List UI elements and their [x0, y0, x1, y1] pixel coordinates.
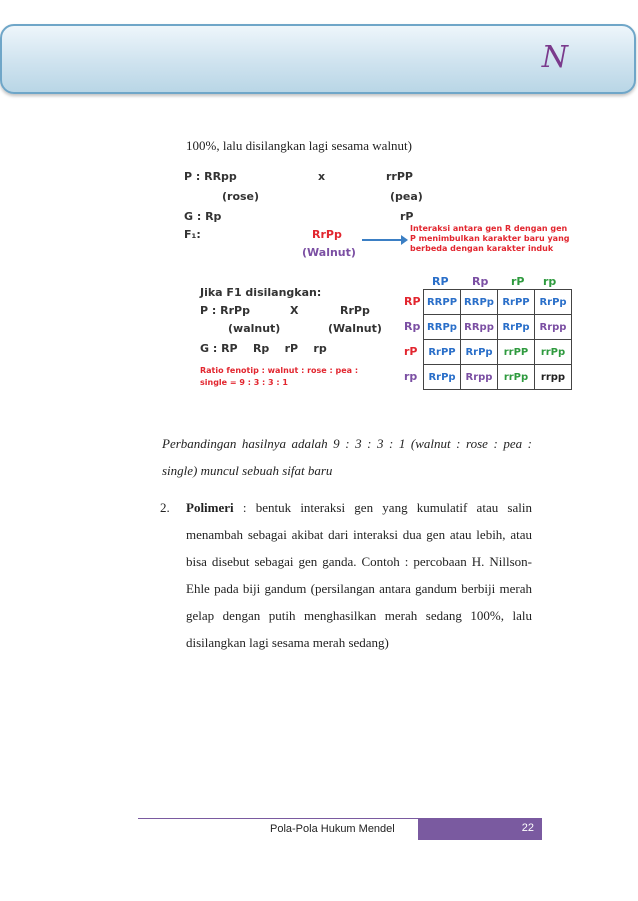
punnett-cell: Rrpp	[535, 315, 572, 340]
cross-symbol: x	[318, 170, 326, 183]
list-item-polimeri	[160, 494, 532, 656]
punnett-cell: RRPp	[424, 315, 461, 340]
arrow-icon	[362, 239, 402, 241]
punnett-cell: rrPp	[535, 340, 572, 365]
ratio-line-2: single = 9 : 3 : 3 : 1	[200, 378, 288, 387]
f1-gametes: G : RP Rp rP rp	[200, 342, 327, 355]
list-number: 2.	[160, 500, 170, 515]
f1-phenotype: (Walnut)	[302, 246, 356, 259]
punnett-cell: RRPP	[424, 290, 461, 315]
parent-left: P : RRpp	[184, 170, 237, 183]
definition-text: : bentuk interaksi gen yang kumulatif atau salin menambah sebagai akibat dari interaksi dua gen atau lebih, atau bisa disebut sebagai gen ganda. Contoh : percobaan H. Nillson-Ehle pada biji gandum (persilangan antara gandum berbiji merah gelap dengan putih menghasilkan merah sedang 100%, lalu disilangkan lagi sesama merah sedang)	[186, 500, 532, 650]
f1-genotype: RrPp	[312, 228, 342, 241]
row-head: rp	[404, 370, 418, 383]
chapter-glyph: N	[541, 40, 568, 75]
ratio-paragraph: Perbandingan hasilnya adalah 9 : 3 : 3 : 1 (walnut : rose : pea : single) muncul sebuah sifat baru	[162, 436, 532, 478]
footer-title: Pola-Pola Hukum Mendel	[270, 823, 395, 835]
f1-cross-symbol: X	[290, 304, 299, 317]
punnett-cell: Rrpp	[461, 365, 498, 390]
punnett-cell: RrPp	[461, 340, 498, 365]
punnett-cell: rrpp	[535, 365, 572, 390]
interaction-note: Interaksi antara gen R dengan gen P menimbulkan karakter baru yang berbeda dengan karakter induk	[410, 224, 570, 253]
punnett-square	[423, 289, 572, 390]
intro-line: 100%, lalu disilangkan lagi sesama walnut)	[186, 138, 413, 153]
punnett-cell: RrPp	[498, 315, 535, 340]
punnett-cell: rrPP	[498, 340, 535, 365]
f1-cross-title: Jika F1 disilangkan:	[200, 286, 322, 299]
f1-walnut-right: (Walnut)	[328, 322, 382, 335]
phenotype-rose: (rose)	[222, 190, 260, 203]
ratio-line-1: Ratio fenotip : walnut : rose : pea :	[200, 366, 359, 375]
col-head: rp	[543, 275, 557, 288]
punnett-cell: rrPp	[498, 365, 535, 390]
col-head: rP	[511, 275, 525, 288]
f1-label: F₁:	[184, 228, 201, 241]
cross-diagram	[178, 162, 578, 402]
f1-parent-left: P : RrPp	[200, 304, 250, 317]
punnett-cell: RrPp	[424, 365, 461, 390]
f1-walnut-left: (walnut)	[228, 322, 281, 335]
header-band	[0, 24, 636, 94]
f1-parent-right: RrPp	[340, 304, 370, 317]
parent-right: rrPP	[386, 170, 413, 183]
punnett-cell: RRpp	[461, 315, 498, 340]
phenotype-pea: (pea)	[390, 190, 423, 203]
page-number: 22	[521, 822, 534, 834]
page-number-box	[418, 819, 542, 840]
gamete-left: G : Rp	[184, 210, 222, 223]
term-polimeri: Polimeri	[186, 500, 234, 515]
punnett-cell: RrPP	[424, 340, 461, 365]
row-head: Rp	[404, 320, 421, 333]
col-head: RP	[432, 275, 449, 288]
col-head: Rp	[472, 275, 489, 288]
row-head: RP	[404, 295, 421, 308]
punnett-cell: RrPp	[535, 290, 572, 315]
row-head: rP	[404, 345, 418, 358]
punnett-cell: RRPp	[461, 290, 498, 315]
list-item-body	[186, 494, 532, 656]
punnett-cell: RrPP	[498, 290, 535, 315]
gamete-right: rP	[400, 210, 414, 223]
